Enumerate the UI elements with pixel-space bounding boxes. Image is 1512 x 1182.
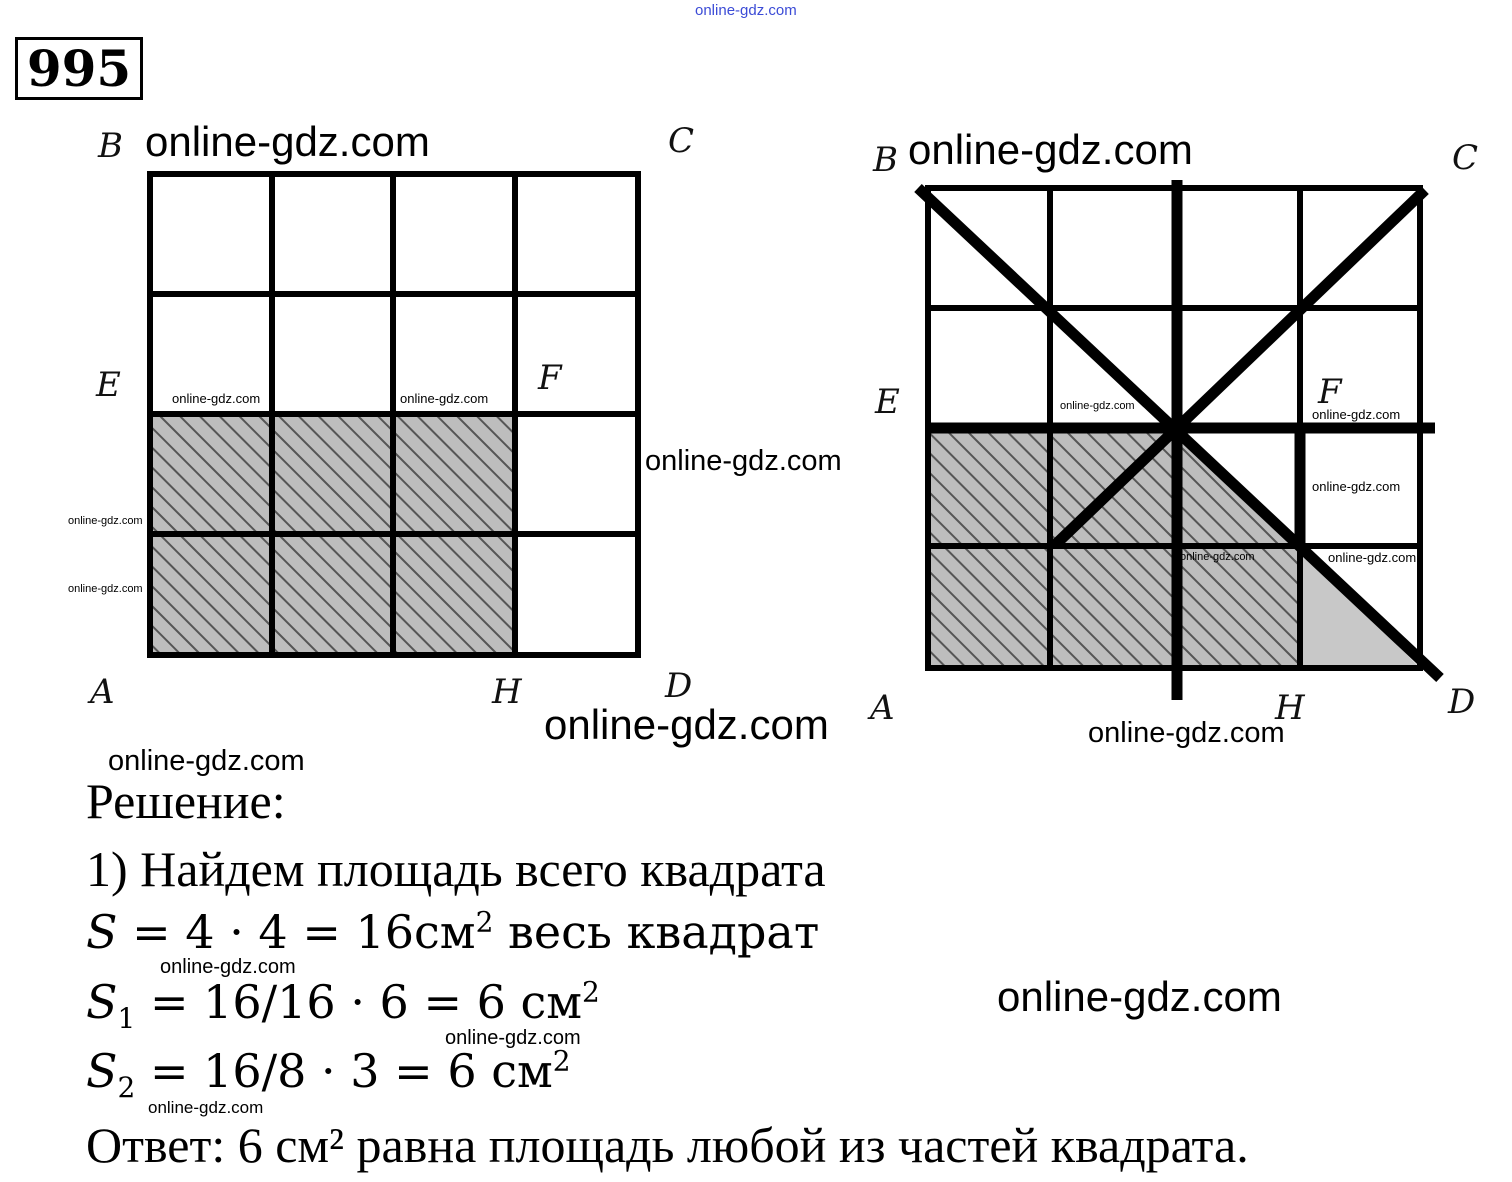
formula-s2-expr: = 16/8 · 3 = 6 см <box>135 1044 553 1098</box>
label-right-B: B <box>873 140 898 180</box>
formula-s1-sup: 2 <box>582 975 600 1009</box>
watermark: online-gdz.com <box>1060 400 1135 412</box>
formula-s-tail: весь квадрат <box>493 905 820 959</box>
watermark: online-gdz.com <box>1312 479 1401 494</box>
watermark: online-gdz.com <box>172 391 261 406</box>
watermark: online-gdz.com <box>908 126 1193 173</box>
label-right-E: E <box>875 382 900 422</box>
label-left-D: D <box>665 666 693 706</box>
watermark: online-gdz.com <box>160 956 296 978</box>
watermark: online-gdz.com <box>1312 407 1401 422</box>
formula-s1-expr: = 16/16 · 6 = 6 см <box>135 975 583 1029</box>
label-right-H: H <box>1275 688 1305 728</box>
formula-s-sup: 2 <box>475 905 494 939</box>
label-left-A: A <box>90 672 115 712</box>
watermark: online-gdz.com <box>544 701 829 748</box>
formula-s1-var: S <box>86 975 118 1029</box>
label-left-C: C <box>668 121 695 161</box>
label-right-F: F <box>1318 372 1342 412</box>
watermark: online-gdz.com <box>645 445 842 477</box>
watermark: online-gdz.com <box>997 973 1282 1020</box>
formula-s2 <box>86 1044 571 1104</box>
formula-s-expr: = 4 · 4 = 16см <box>117 905 476 959</box>
watermark: online-gdz.com <box>68 583 143 595</box>
watermark: online-gdz.com <box>400 391 489 406</box>
watermark: online-gdz.com <box>445 1027 581 1049</box>
formula-s2-sup: 2 <box>552 1044 571 1078</box>
formula-s2-sub: 2 <box>117 1071 136 1105</box>
watermark: online-gdz.com <box>148 1098 264 1117</box>
watermark: online-gdz.com <box>1328 550 1417 565</box>
answer: Ответ: 6 см² равна площадь любой из частей квадрата. <box>86 1117 1249 1173</box>
watermark: online-gdz.com <box>1088 717 1285 749</box>
label-left-F: F <box>538 358 562 398</box>
formula-s-var: S <box>86 905 118 959</box>
label-right-A: A <box>870 688 895 728</box>
formula-s2-var: S <box>86 1044 118 1098</box>
solution-heading: Решение: <box>86 773 286 829</box>
watermark: online-gdz.com <box>68 515 143 527</box>
label-left-B: B <box>98 126 123 166</box>
problem-number: 995 <box>15 37 143 100</box>
watermark: online-gdz.com <box>145 118 430 165</box>
formula-s1-sub: 1 <box>117 1002 136 1036</box>
formula-s <box>86 905 819 959</box>
label-left-E: E <box>96 365 121 405</box>
label-right-C: C <box>1452 138 1479 178</box>
label-left-H: H <box>492 672 522 712</box>
formula-s1 <box>86 975 600 1035</box>
watermark: online-gdz.com <box>1180 551 1255 563</box>
label-right-D: D <box>1448 682 1476 722</box>
solution-step-1: 1) Найдем площадь всего квадрата <box>86 841 826 897</box>
watermark-top: online-gdz.com <box>695 2 797 19</box>
watermark: online-gdz.com <box>108 745 305 777</box>
